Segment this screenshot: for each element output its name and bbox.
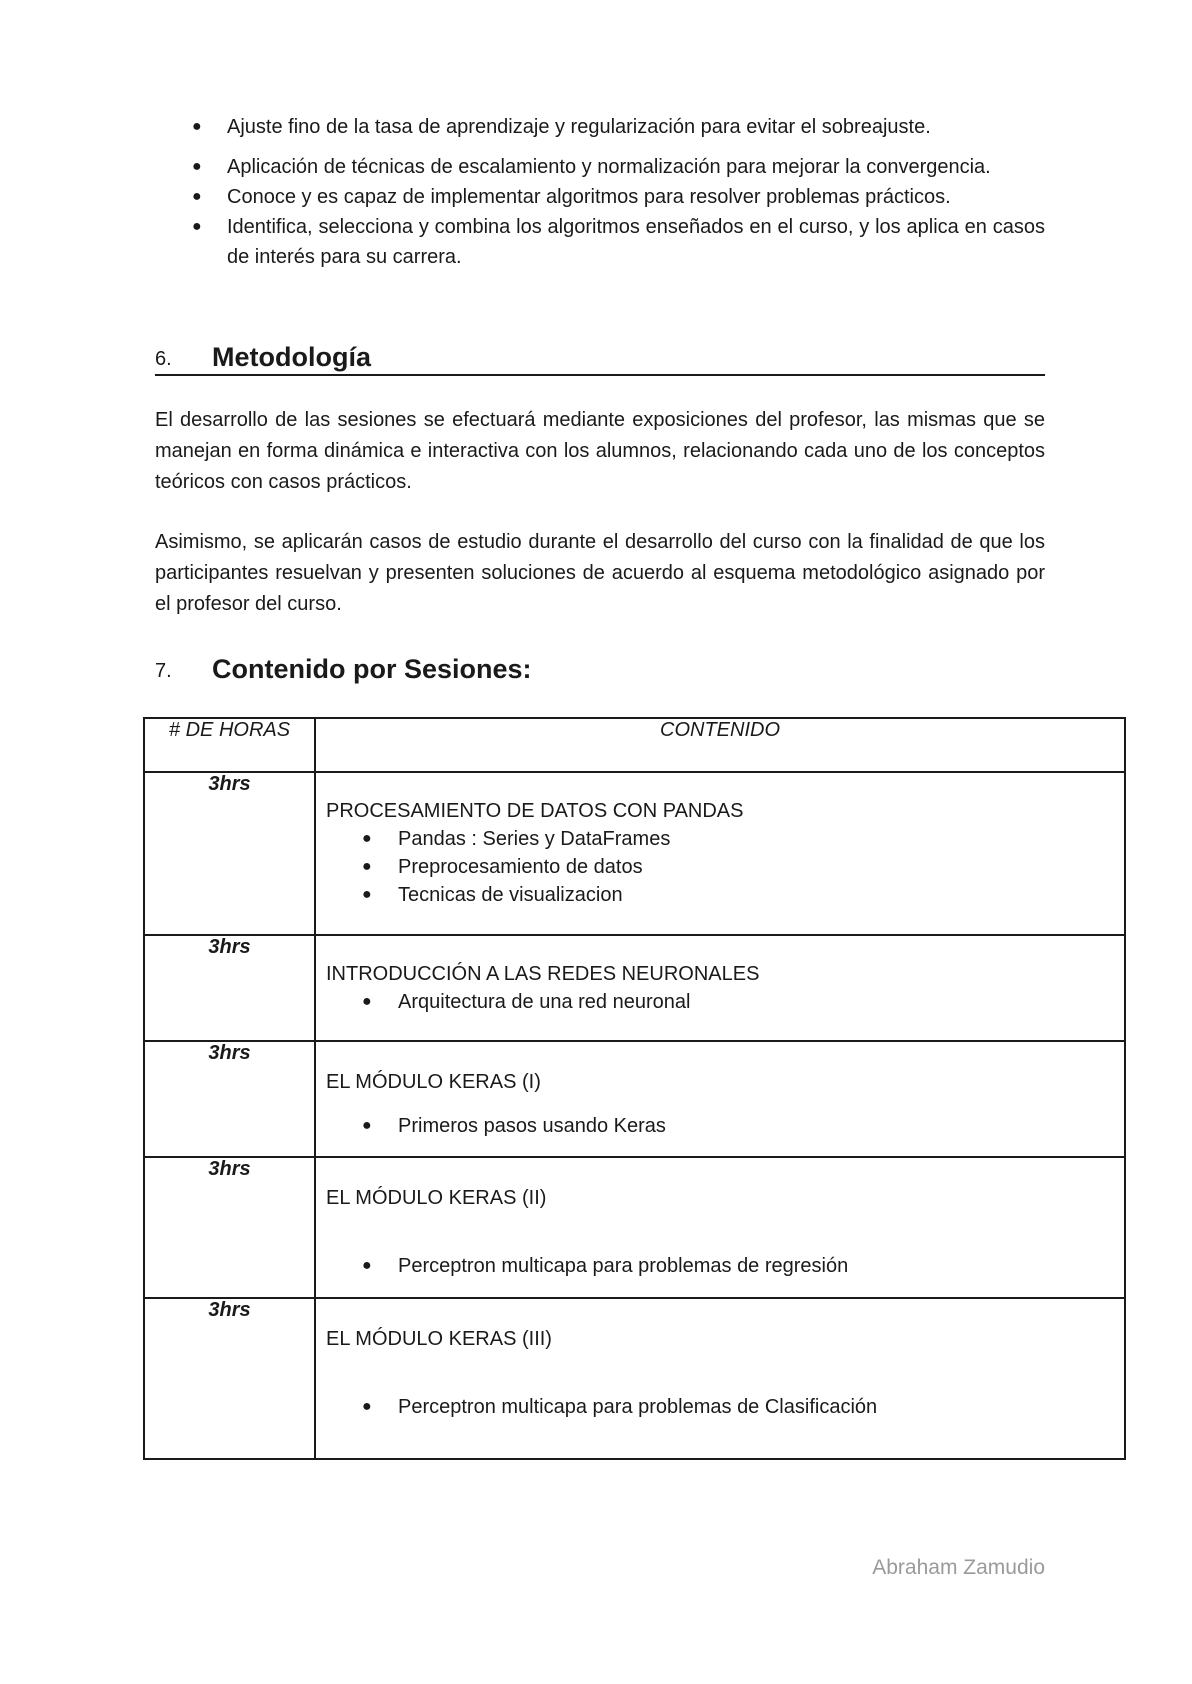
content-cell (315, 1298, 1125, 1459)
content-cell (315, 1157, 1125, 1298)
column-header-hours: # DE HORAS (144, 718, 315, 772)
session-topics (326, 1112, 1114, 1140)
column-header-content: CONTENIDO (315, 718, 1125, 772)
table-row (144, 772, 1125, 935)
bullet-icon: ● (192, 218, 202, 235)
bullet-icon: ● (362, 1398, 372, 1415)
section-title: Metodología (212, 342, 371, 372)
table-row (144, 1298, 1125, 1459)
hours-cell: 3hrs (144, 772, 315, 935)
list-item: ● Aplicación de técnicas de escalamiento y normalización para mejorar la convergencia. (155, 152, 1045, 182)
table-row (144, 935, 1125, 1041)
objectives-list (155, 112, 1045, 272)
section-number: 7. (155, 660, 172, 682)
section-heading-metodologia (155, 342, 1045, 376)
hours-cell: 3hrs (144, 1157, 315, 1298)
bullet-icon: ● (362, 1257, 372, 1274)
session-topics (326, 825, 1114, 909)
bullet-icon: ● (362, 993, 372, 1010)
list-item: ● Perceptron multicapa para problemas de regresión (326, 1252, 1114, 1280)
session-topics (326, 1393, 1114, 1421)
list-item: ● Perceptron multicapa para problemas de Clasificación (326, 1393, 1114, 1421)
bullet-icon: ● (192, 118, 202, 135)
session-title: PROCESAMIENTO DE DATOS CON PANDAS (326, 800, 744, 822)
paragraph: Asimismo, se aplicarán casos de estudio durante el desarrollo del curso con la finalidad de que los participantes resuelvan y presenten soluciones de acuerdo al esquema metodológico asignado por el profesor del curso. (155, 531, 1045, 615)
bullet-icon: ● (362, 830, 372, 847)
content-cell (315, 772, 1125, 935)
bullet-icon: ● (192, 158, 202, 175)
sessions-table (143, 717, 1126, 1460)
list-item: ● Conoce y es capaz de implementar algoritmos para resolver problemas prácticos. (155, 182, 1045, 212)
section-number: 6. (155, 348, 172, 370)
session-title: EL MÓDULO KERAS (III) (326, 1328, 552, 1350)
list-item: ● Pandas : Series y DataFrames (326, 825, 1114, 853)
table-row (144, 1157, 1125, 1298)
bullet-icon: ● (362, 1117, 372, 1134)
section-heading-contenido (155, 652, 1045, 688)
bullet-icon: ● (362, 886, 372, 903)
bullet-icon: ● (192, 188, 202, 205)
session-title: EL MÓDULO KERAS (II) (326, 1187, 547, 1209)
list-item: ● Ajuste fino de la tasa de aprendizaje y regularización para evitar el sobreajuste. (155, 112, 1045, 142)
bullet-icon: ● (362, 858, 372, 875)
hours-cell: 3hrs (144, 935, 315, 1041)
session-topics (326, 988, 1114, 1016)
footer-author: Abraham Zamudio (872, 1556, 1045, 1579)
table-row (144, 1041, 1125, 1157)
section-title: Contenido por Sesiones: (212, 654, 532, 684)
list-item: ● Identifica, selecciona y combina los algoritmos enseñados en el curso, y los aplica en casos de interés para su carrera. (155, 212, 1045, 272)
hours-cell: 3hrs (144, 1041, 315, 1157)
list-item: ● Tecnicas de visualizacion (326, 881, 1114, 909)
table-header-row (144, 718, 1125, 772)
paragraph: El desarrollo de las sesiones se efectuará mediante exposiciones del profesor, las mismas que se manejan en forma dinámica e interactiva con los alumnos, relacionando cada uno de los conceptos teóricos con casos prácticos. (155, 409, 1045, 493)
content-cell (315, 1041, 1125, 1157)
list-item: ● Primeros pasos usando Keras (326, 1112, 1114, 1140)
list-item: ● Arquitectura de una red neuronal (326, 988, 1114, 1016)
list-item: ● Preprocesamiento de datos (326, 853, 1114, 881)
session-title: INTRODUCCIÓN A LAS REDES NEURONALES (326, 963, 760, 985)
session-title: EL MÓDULO KERAS (I) (326, 1071, 541, 1093)
session-topics (326, 1252, 1114, 1280)
hours-cell: 3hrs (144, 1298, 315, 1459)
content-cell (315, 935, 1125, 1041)
